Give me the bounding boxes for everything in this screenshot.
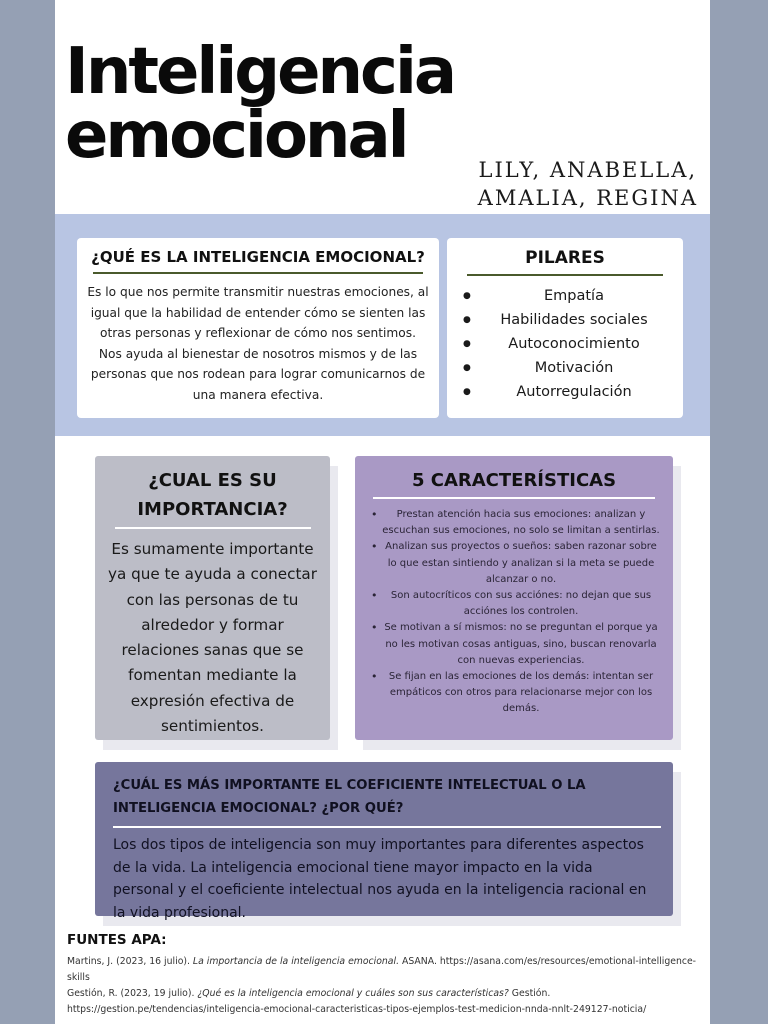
authors [478, 156, 698, 212]
characteristic-item: • Son autocríticos con sus acciónes: no dejan que sus acciónes los controlen. [367, 588, 661, 620]
importance-heading-line-1: ¿CUAL ES SU [148, 470, 277, 491]
definition-text: Es lo que nos permite transmitir nuestras emociones, al igual que la habilidad de entender cómo se sienten las otras personas y reflexionar de cómo nos sentimos. Nos ayuda al bienestar de nosotros mismos y de las personas que nos rodean para lograr comunicarnos de una manera efectiva. [87, 285, 429, 402]
comparison-text: Los dos tipos de inteligencia son muy importantes para diferentes aspectos de la vida. La inteligencia emocional tiene mayor impacto en la vida personal y el coeficiente intelectual nos ayuda en la inteligencia racional en la vida profesional. [113, 837, 647, 922]
importance-heading [103, 466, 322, 524]
importance-card [95, 456, 330, 740]
reference-2 [67, 986, 703, 1018]
authors-line-2: AMALIA, REGINA [477, 186, 698, 210]
reference-1-source: ASANA. https://asana.com/es/resources/emotional-intelligence-skills [67, 956, 697, 983]
comparison-heading-line-2: INTELIGENCIA EMOCIONAL? ¿POR QUÉ? [113, 801, 404, 816]
reference-1 [67, 954, 703, 986]
definition-box [77, 238, 439, 418]
authors-line-1: LILY, ANABELLA, [478, 158, 698, 182]
definition-heading: ¿QUÉ ES LA INTELIGENCIA EMOCIONAL? [91, 248, 425, 266]
pillar-item: ● Habilidades sociales [457, 308, 673, 332]
reference-2-title: ¿Qué es la inteligencia emocional y cuáles son sus características? [197, 988, 509, 999]
comparison-heading-line-1: ¿CUÁL ES MÁS IMPORTANTE EL COEFICIENTE INTELECTUAL O LA [113, 778, 586, 793]
pillar-item: ● Autorregulación [457, 380, 673, 404]
pillar-item: ● Empatía [457, 284, 673, 308]
characteristics-heading: 5 CARACTERÍSTICAS [411, 470, 617, 491]
characteristic-item: • Analizan sus proyectos o sueños: saben razonar sobre lo que estan sintiendo y analizan si la meta se puede alcanzar o no. [367, 539, 661, 588]
reference-2-source: Gestión. https://gestion.pe/tendencias/inteligencia-emocional-caracteristicas-tipos-ejemplos-test-medicion-nnda-nnlt-249127-noticia/ [67, 988, 647, 1015]
characteristics-card [355, 456, 673, 740]
reference-2-author: Gestión, R. (2023, 19 julio). [67, 988, 198, 999]
pillar-item: ● Autoconocimiento [457, 332, 673, 356]
references [67, 932, 703, 1018]
pillars-heading: PILARES [525, 248, 605, 268]
characteristic-item: • Prestan atención hacia sus emociones: analizan y escuchan sus emociones, no solo se limitan a sentirlas. [367, 507, 661, 539]
pillars-box [447, 238, 683, 418]
characteristics-divider [373, 497, 655, 499]
poster-page [55, 0, 710, 1024]
comparison-card [95, 762, 673, 922]
characteristics-list [367, 507, 661, 718]
pillar-item: ● Motivación [457, 356, 673, 380]
top-band [55, 214, 710, 436]
poster-title [65, 35, 455, 173]
comparison-heading [113, 774, 655, 820]
comparison-divider [113, 826, 661, 828]
reference-1-author: Martins, J. (2023, 16 julio). [67, 956, 193, 967]
pillars-divider [467, 274, 663, 276]
title-line-2: emocional [65, 99, 407, 173]
reference-1-title: La importancia de la inteligencia emocional. [192, 956, 400, 967]
importance-divider [115, 527, 311, 529]
pillars-list [457, 284, 673, 404]
title-line-1: Inteligencia [65, 35, 455, 109]
references-heading: FUNTES APA: [67, 932, 167, 948]
definition-divider [93, 272, 423, 274]
importance-text: Es sumamente importante ya que te ayuda a conectar con las personas de tu alrededor y formar relaciones sanas que se fomentan mediante la expresión efectiva de sentimientos. [108, 540, 317, 736]
characteristic-item: • Se motivan a sí mismos: no se preguntan el porque ya no les motivan cosas antiguas, sino, buscan renovarla con nuevas experiencias. [367, 620, 661, 669]
characteristic-item: • Se fijan en las emociones de los demás: intentan ser empáticos con otros para relacionarse mejor con los demás. [367, 669, 661, 718]
importance-heading-line-2: IMPORTANCIA? [137, 499, 288, 520]
